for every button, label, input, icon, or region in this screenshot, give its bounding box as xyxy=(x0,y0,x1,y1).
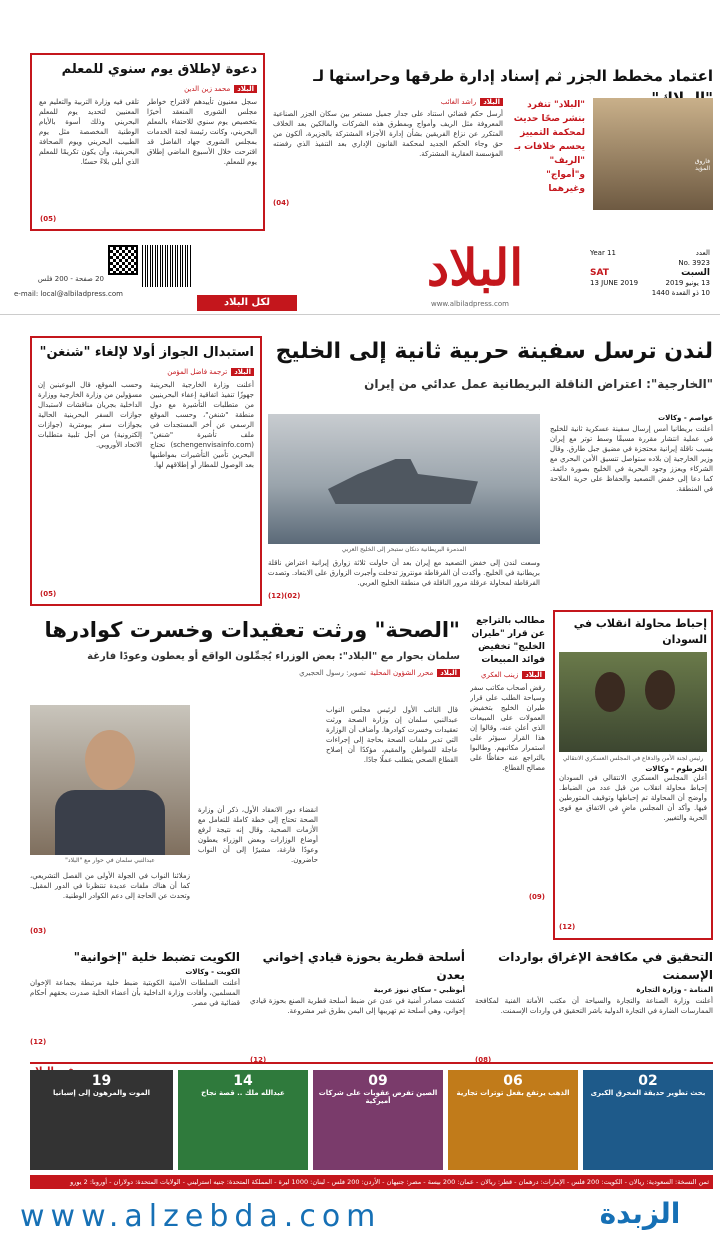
footer-brand[interactable]: الزبدة xyxy=(599,1197,681,1230)
health-byline: البلاد محرر الشؤون المحلية تصوير: رسول الحجيري xyxy=(30,669,460,677)
sudan-headline[interactable]: إحباط محاولة انقلاب في السودان xyxy=(573,617,707,646)
islands-headline[interactable]: اعتماد مخطط الجزر ثم إسناد إدارة طرقها وحراستها لـ xyxy=(313,67,713,85)
strip-item[interactable]: 02 بحث تطوير حديقة المحرق الكبرى xyxy=(583,1070,713,1170)
islands-story xyxy=(273,65,713,235)
airline-body: رفض أصحاب مكاتب سفر وسياحة الطلب على قرار طيران الخليج بتخفيض العمولات على المبيعات الذي أعلن عنه، وقالوا إن هذا القرار سيؤثر على استمرار مكاتبهم. وطالبوا بالتراجع عنه حفاظًا على مصالح القطاع. xyxy=(470,684,545,772)
ikhwan-tag: الكويت - وكالات xyxy=(185,968,240,976)
lead-dateline: عواصم - وكالات xyxy=(658,414,713,422)
cement-story xyxy=(475,948,713,1064)
qatar-story xyxy=(250,948,465,1064)
sudan-dateline: الخرطوم - وكالات xyxy=(645,765,707,773)
lead-subhead[interactable]: "الخارجية": اعتراض الناقلة البريطانية عمل عدائي من إيران xyxy=(364,377,713,391)
passport-page[interactable]: (05) xyxy=(40,590,57,598)
teacher-day-col1: تلقى فيه وزارة التربية والتعليم مع المعنيين لتحديد يوم للمعلم البحريني وذلك أسوة بالأيام الوطنية المخصصة مثل يوم الطبيب البحريني ويوم الصحافة البحرينية، وأن يكون تكريمًا للمعلم الذي أبلى بلاءً حسنًا. xyxy=(39,98,139,166)
passport-col2: وحسب الموقع، قال البوعينين إن مسؤولين من وزارة الخارجية ووزارة الداخلية بجريان مناقشات لاستبدال جوازات السفر البحرينية الحالية بجوازات سفر بيومترية (جوازات إلكترونية) من أجل تلبية متطلبات الاتحاد الأوروبي. xyxy=(38,381,142,449)
airline-story xyxy=(470,615,545,940)
slogan-bar: لكل البلاد xyxy=(197,295,297,311)
qatar-body: كشفت مصادر أمنية في عدن عن ضبط أسلحة قطرية الصنع بحوزة قيادي إخواني، وهي أسلحة تم تهريبها إلى اليمن بطرق غير مشروعة. xyxy=(250,997,465,1015)
sudan-photo xyxy=(559,652,707,752)
qr-code[interactable] xyxy=(108,245,138,275)
salman-photo xyxy=(30,705,190,855)
website[interactable]: www.albiladpress.com xyxy=(430,300,509,308)
strip-item[interactable]: 14 عبدالله ملك .. قصة نجاح xyxy=(178,1070,308,1170)
health-col1: قال النائب الأول لرئيس مجلس النواب عبدالنبي سلمان إن وزارة الصحة ورثت تعقيدات وخسرت كوادرها. وأضاف أن الوزارة التي تدير ملفات الصحة بحاجة إلى إجراءات عاجلة للمواطن والمقيم، مؤكدًا أن إصلاح القطاع الصحي يتطلب عملًا جادًا. xyxy=(326,706,458,764)
email[interactable]: e-mail: local@albiladpress.com xyxy=(14,290,123,298)
ikhwan-story xyxy=(30,948,240,1058)
airline-byline: البلاد زينب العكري xyxy=(470,671,545,679)
barcode xyxy=(142,245,192,287)
health-page[interactable]: (03) xyxy=(30,927,47,935)
passport-box xyxy=(30,336,262,606)
health-col2: انقضاء دور الانعقاد الأول، ذكر أن وزارة الصحة تحتاج إلى خطة كاملة للتعامل مع الأزمات الصحية. وقال إنه نتيجة لرفع أوضاع الوزارات وبعض الوزراء يعطون وعودًا فارغة، مشيرًا إلى أن النواب حاضرون. xyxy=(198,806,318,864)
salman-caption: عبدالنبي سلمان في حوار مع "البلاد" xyxy=(65,857,155,864)
strip-item[interactable]: 06 الذهب يرتفع بفعل توترات تجارية xyxy=(448,1070,578,1170)
airline-headline[interactable]: مطالب بالتراجع عن قرار "طيران الخليج" تخفيض فوائد المبيعات xyxy=(471,616,545,665)
footer-site[interactable]: www.alzebda.com xyxy=(20,1199,382,1234)
teacher-day-byline: البلاد محمد زين الدين xyxy=(38,85,257,93)
passport-byline: البلاد ترجمة فاضل المؤمن xyxy=(38,368,254,376)
sudan-caption: رئيس لجنة الأمن والدفاع في المجلس العسكري الانتقالي xyxy=(562,755,704,762)
health-subhead[interactable]: سلمان بحوار مع "البلاد": بعض الوزراء يُجمِّلون الواقع أو يعطون وعودًا فارغة xyxy=(87,651,460,662)
airline-page[interactable]: (09) xyxy=(528,893,545,901)
warship-caption: المدمرة البريطانية دنكان ستبحر إلى الخليج العربي xyxy=(341,546,467,553)
teacher-day-col2: سجل معنيون تأييدهم لاقتراح خواطر مجلس الشورى المنعقد أخيرًا بتخصيص يوم سنوي للاحتفاء بالمعلم البحريني، وكانت رئيسة لجنة الخدمات بمجلس الشورى جهاد الفاضل قد اقترحت خلال الأسبوع الماضي إطلاق يوم للمعلم. xyxy=(147,98,257,166)
qatar-headline[interactable]: أسلحة قطرية بحوزة قيادي إخواني بعدن xyxy=(262,950,465,982)
sudan-body: أعلن المجلس العسكري الانتقالي في السودان إحباط محاولة انقلاب من قبل عدد من الضباط. وأوضح أن المحاولة تم إحباطها وتوقيف المتورطين فيها. وأكد أن المجلس ماضٍ في الاتفاق مع قوى الحرية والتغيير. xyxy=(559,774,707,822)
lead-body-right: أعلنت بريطانيا أمس إرسال سفينة عسكرية ثانية للخليج في عملية انتشار مقررة مسبقًا وسط توتر مع إيران بسبب ناقلة إيرانية محتجزة في مضيق جبل طارق. وقال وزير الخارجية إن بلاده ستواصل تنسيق الأمن البحري مع الشركاء ويعزز وجود البحرية في الخليج بصورة دائمة. كما دعا إلى خفض التصعيد والحفاظ على حرية الملاحة في المنطقة. xyxy=(550,425,713,493)
teacher-day-headline[interactable]: دعوة لإطلاق يوم سنوي للمعلم xyxy=(61,62,257,77)
masthead-slogan-box xyxy=(14,245,192,307)
issue-info: العدد Year 11 No. 3923 السبت SAT 13 يونيو 2019 13 JUNE 2019 10 ذو القعدة 1440 xyxy=(590,249,710,297)
lead-page[interactable]: (02)(12) xyxy=(268,592,301,600)
health-col3: زملائنا النواب في الجولة الأولى من الفصل التشريعي، كما أن هناك ملفات عديدة تنتظرنا في الدور المقبل. وتحدث عن الحاجة إلى دعم الكوادر الوطنية. xyxy=(30,872,190,900)
lead-headline[interactable]: لندن ترسل سفينة حربية ثانية إلى الخليج xyxy=(275,339,713,364)
feroz-photo xyxy=(593,98,713,210)
lead-body-mid: وسعت لندن إلى خفض التصعيد مع إيران بعد أن حاولت ثلاثة زوارق إيرانية اعتراض ناقلة بريطانية في الخليج. وأكدت أن الفرقاطة مونتروز تدخلت وأجبرت الزوارق على الابتعاد. وتصدت الفرقاطة لمحاولة عرقلة مرور الناقلة في منطقة الخليج العربي. xyxy=(268,559,540,587)
inside-strip xyxy=(30,1062,713,1170)
teacher-day-page[interactable]: (05) xyxy=(40,215,57,223)
sudan-page[interactable]: (12) xyxy=(559,923,576,931)
islands-page[interactable]: (04) xyxy=(273,199,290,207)
photo-caption: فاروق المؤيد xyxy=(694,158,710,172)
prices-bar: ثمن النسخة: السعودية: ريالان - الكويت: 200 فلس - الإمارات: درهمان - قطر: ريالان - عمان: 200 بيسة - مصر: جنيهان - الأردن: 200 فلس - لبنان: 1000 ليرة - المملكة المتحدة: جنيه استرليني - الولايات المتحدة: دولاران - أوروبا: 2 يورو xyxy=(30,1175,713,1189)
strip-item[interactable]: 09 الصين تفرض عقوبات على شركات أميركية xyxy=(313,1070,443,1170)
islands-body: أرسل حكم قضائي استناد على جدار جميل مستعر بين سكان الجزر الصناعية المعروفة مثل الريف وأمواج وبمطرق هذه الشركات والمالكين بعد الخلاف المتكرر عن نزاع الفريقين بشأن إدارة الأجزاء المشتركة بالجزيرة، ألكون من حق وجاء الحكم الجديد لمحكمة القانون الإداري بعد التنفيذ الذي رفضته المؤسسة العقارية المشتركة. xyxy=(273,110,503,158)
passport-headline[interactable]: استبدال الجواز أولا لإلغاء "شنغن" xyxy=(39,345,254,360)
sudan-box xyxy=(553,610,713,940)
ikhwan-page[interactable]: (12) xyxy=(30,1038,47,1046)
passport-col1: أعلنت وزارة الخارجية البحرينية جهوزًا تنفيذ اتفاقية إعفاء البحرينيين من متطلبات التأشيرة مع دول منطقة "شنغن"، وحسب الموقع الرسمي عن أخر المستجدات في ملف تأشيرة "شنغن" (schengenvisainfo.com) تحتاج البحرين تأمين التأشيرات بمواطنيها بعد الوصول للمطار أو إطلاقهم لها. xyxy=(150,381,254,469)
cement-headline[interactable]: التحقيق في مكافحة الإغراق بواردات الإسمنت xyxy=(498,950,713,982)
health-headline[interactable]: "الصحة" ورثت تعقيدات وخسرت كوادرها xyxy=(44,618,460,642)
cement-body: أعلنت وزارة الصناعة والتجارة والسياحة أن مكتب الأمانة الفنية لمكافحة الممارسات الضارة في التجارة الدولية باشر التحقيق في واردات الإسمنت. xyxy=(475,997,713,1015)
masthead xyxy=(0,240,720,315)
price-line: 20 صفحة - 200 فلس xyxy=(37,275,104,283)
health-story xyxy=(30,615,460,940)
strip-item[interactable]: 19 الموت والمرهون إلى إسبانيا xyxy=(30,1070,173,1170)
albilad-logo[interactable]: البلاد xyxy=(426,238,524,297)
qatar-tag: أبوظبي - سكاي نيوز عربية xyxy=(373,986,465,994)
cement-tag: المنامة - وزارة التجارة xyxy=(636,986,713,994)
warship-photo xyxy=(268,414,540,544)
islands-byline: البلاد راشد الغائب xyxy=(273,98,503,106)
footer xyxy=(0,1195,720,1243)
teacher-day-box xyxy=(30,53,265,231)
ikhwan-body: أعلنت السلطات الأمنية الكويتية ضبط خلية مرتبطة بجماعة الإخوان المسلمين، وأفادت وزارة الداخلية بأن أعضاء الخلية صدرت بحقهم أحكام قضائية في مصر. xyxy=(30,979,240,1007)
qatar-page[interactable]: (12) xyxy=(250,1056,267,1064)
cement-page[interactable]: (08) xyxy=(475,1056,492,1064)
quote-box: "البلاد" تنفرد بنشر صحًا حديث لمحكمة التمييز يحسم خلافات بـ "الريف" و"أمواج" وغيرهما xyxy=(513,100,585,194)
lead-story xyxy=(268,336,713,606)
ikhwan-headline[interactable]: الكويت تضبط خلية "إخوانية" xyxy=(73,950,240,964)
